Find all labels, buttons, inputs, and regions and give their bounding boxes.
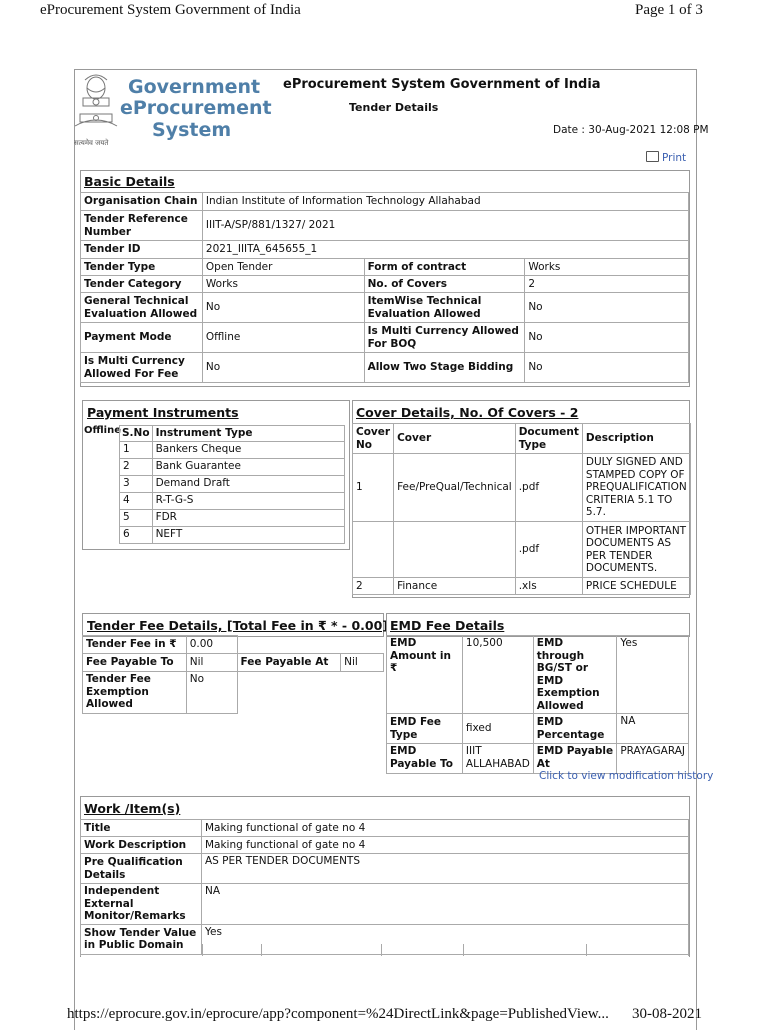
footer-date: 30-08-2021 — [632, 1006, 702, 1022]
instrument-name: Demand Draft — [152, 475, 344, 492]
value-fee-payable-at: Nil — [341, 654, 384, 672]
label-ite: ItemWise Technical Evaluation Allowed — [364, 293, 525, 323]
col-instrument-type: Instrument Type — [152, 426, 344, 442]
label-prequal: Pre Qualification Details — [81, 854, 202, 884]
value-payment-mode: Offline — [202, 323, 364, 353]
value-prequal: AS PER TENDER DOCUMENTS — [201, 854, 688, 884]
cover-description: PRICE SCHEDULE — [582, 578, 690, 595]
logo-line-eprocurement: eProcurement — [120, 97, 272, 119]
page-subtitle: Tender Details — [349, 101, 439, 114]
logo-line-government: Government — [128, 76, 261, 98]
value-tender-fee: 0.00 — [186, 636, 237, 654]
value-no-covers: 2 — [525, 276, 689, 293]
cover-no: 1 — [353, 454, 394, 522]
payment-instruments-title: Payment Instruments — [87, 405, 239, 420]
emblem-logo — [70, 70, 122, 150]
page-number: Page 1 of 3 — [635, 2, 703, 18]
footer-url: https://eprocure.gov.in/eprocure/app?component=%24DirectLink&page=PublishedView... — [67, 1006, 609, 1022]
ashoka-emblem-icon — [70, 70, 122, 150]
payment-mode-offline: Offline — [84, 425, 121, 436]
label-gte: General Technical Evaluation Allowed — [81, 293, 203, 323]
logo-line-system: System — [152, 119, 232, 141]
instrument-sno: 4 — [120, 492, 153, 509]
instrument-sno: 3 — [120, 475, 153, 492]
col-cover-no: Cover No — [353, 424, 394, 454]
instrument-name: FDR — [152, 509, 344, 526]
truncated-row — [80, 944, 690, 956]
tender-fee-table — [82, 635, 384, 714]
instrument-sno: 6 — [120, 526, 153, 543]
label-tender-category: Tender Category — [81, 276, 203, 293]
value-emd-payable-at: PRAYAGARAJ — [617, 744, 689, 774]
value-tender-type: Open Tender — [202, 259, 364, 276]
report-date: Date : 30-Aug-2021 12:08 PM — [553, 124, 709, 136]
label-org-chain: Organisation Chain — [81, 193, 203, 211]
instrument-table — [119, 425, 345, 544]
cover-name: Fee/PreQual/Technical — [394, 454, 516, 522]
cover-name-empty — [394, 522, 516, 578]
label-emd-bgst: EMD through BG/ST or EMD Exemption Allowed — [533, 636, 617, 714]
value-work-description: Making functional of gate no 4 — [201, 837, 688, 854]
label-emd-payable-to: EMD Payable To — [387, 744, 463, 774]
print-button[interactable] — [646, 151, 686, 164]
value-ite: No — [525, 293, 689, 323]
value-show-tender-value: Yes — [201, 924, 688, 954]
label-payment-mode: Payment Mode — [81, 323, 203, 353]
work-items-table — [80, 819, 689, 955]
value-emd-bgst: Yes — [617, 636, 689, 714]
value-two-stage: No — [525, 353, 689, 383]
label-fee-payable-at: Fee Payable At — [237, 654, 341, 672]
value-multi-currency-fee: No — [202, 353, 364, 383]
value-form-contract: Works — [525, 259, 689, 276]
label-multi-currency-boq: Is Multi Currency Allowed For BOQ — [364, 323, 525, 353]
label-emd-type: EMD Fee Type — [387, 714, 463, 744]
value-iem: NA — [201, 884, 688, 925]
label-emd-payable-at: EMD Payable At — [533, 744, 617, 774]
cover-no-empty — [353, 522, 394, 578]
basic-details-title: Basic Details — [84, 174, 175, 189]
label-tender-fee: Tender Fee in ₹ — [83, 636, 187, 654]
value-org-chain: Indian Institute of Information Technology Allahabad — [202, 193, 688, 211]
emblem-motto: सत्यमेव जयते — [74, 139, 109, 147]
cover-doc-type: .pdf — [515, 454, 582, 522]
label-no-covers: No. of Covers — [364, 276, 525, 293]
cover-description: DULY SIGNED AND STAMPED COPY OF PREQUALIFICATION CRITERIA 5.1 TO 5.7. — [582, 454, 690, 522]
col-cover: Cover — [394, 424, 516, 454]
printer-icon — [646, 151, 659, 162]
cover-no: 2 — [353, 578, 394, 595]
instrument-sno: 5 — [120, 509, 153, 526]
cover-name: Finance — [394, 578, 516, 595]
value-tender-ref: IIIT-A/SP/881/1327/ 2021 — [202, 211, 688, 241]
label-show-tender-value: Show Tender Value in Public Domain — [81, 924, 202, 954]
label-tender-ref: Tender Reference Number — [81, 211, 203, 241]
value-emd-amount: 10,500 — [462, 636, 533, 714]
cover-doc-type: .pdf — [515, 522, 582, 578]
value-tender-category: Works — [202, 276, 364, 293]
label-tender-id: Tender ID — [81, 241, 203, 259]
instrument-name: Bank Guarantee — [152, 458, 344, 475]
label-two-stage: Allow Two Stage Bidding — [364, 353, 525, 383]
label-multi-currency-fee: Is Multi Currency Allowed For Fee — [81, 353, 203, 383]
value-fee-payable-to: Nil — [186, 654, 237, 672]
cover-details-title: Cover Details, No. Of Covers - 2 — [356, 405, 579, 420]
col-description: Description — [582, 424, 690, 454]
value-tender-id: 2021_IIITA_645655_1 — [202, 241, 688, 259]
label-fee-exemption: Tender Fee Exemption Allowed — [83, 672, 187, 714]
value-work-title: Making functional of gate no 4 — [201, 820, 688, 837]
cover-table — [352, 423, 691, 595]
value-emd-percentage: NA — [617, 714, 689, 744]
cover-description: OTHER IMPORTANT DOCUMENTS AS PER TENDER DOCUMENTS. — [582, 522, 690, 578]
label-fee-payable-to: Fee Payable To — [83, 654, 187, 672]
col-sno: S.No — [120, 426, 153, 442]
cover-doc-type: .xls — [515, 578, 582, 595]
tender-fee-title: Tender Fee Details, [Total Fee in ₹ * - 0.00] — [87, 618, 389, 633]
print-label: Print — [662, 152, 687, 164]
value-multi-currency-boq: No — [525, 323, 689, 353]
instrument-sno: 1 — [120, 441, 153, 458]
value-emd-type: fixed — [462, 714, 533, 744]
col-document-type: Document Type — [515, 424, 582, 454]
emd-title: EMD Fee Details — [390, 618, 505, 633]
value-fee-exemption: No — [186, 672, 237, 714]
instrument-name: R-T-G-S — [152, 492, 344, 509]
page-header-title: eProcurement System Government of India — [40, 2, 301, 18]
instrument-name: Bankers Cheque — [152, 441, 344, 458]
label-iem: Independent External Monitor/Remarks — [81, 884, 202, 925]
instrument-name: NEFT — [152, 526, 344, 543]
emd-table — [386, 635, 689, 774]
modification-history-link[interactable]: Click to view modification history — [539, 770, 714, 782]
label-emd-percentage: EMD Percentage — [533, 714, 617, 744]
label-work-description: Work Description — [81, 837, 202, 854]
work-items-title: Work /Item(s) — [84, 801, 181, 816]
value-gte: No — [202, 293, 364, 323]
label-emd-amount: EMD Amount in ₹ — [387, 636, 463, 714]
page-title: eProcurement System Government of India — [283, 77, 601, 92]
value-emd-payable-to: IIIT ALLAHABAD — [462, 744, 533, 774]
basic-details-table — [80, 192, 689, 383]
label-form-contract: Form of contract — [364, 259, 525, 276]
instrument-sno: 2 — [120, 458, 153, 475]
label-work-title: Title — [81, 820, 202, 837]
label-tender-type: Tender Type — [81, 259, 203, 276]
